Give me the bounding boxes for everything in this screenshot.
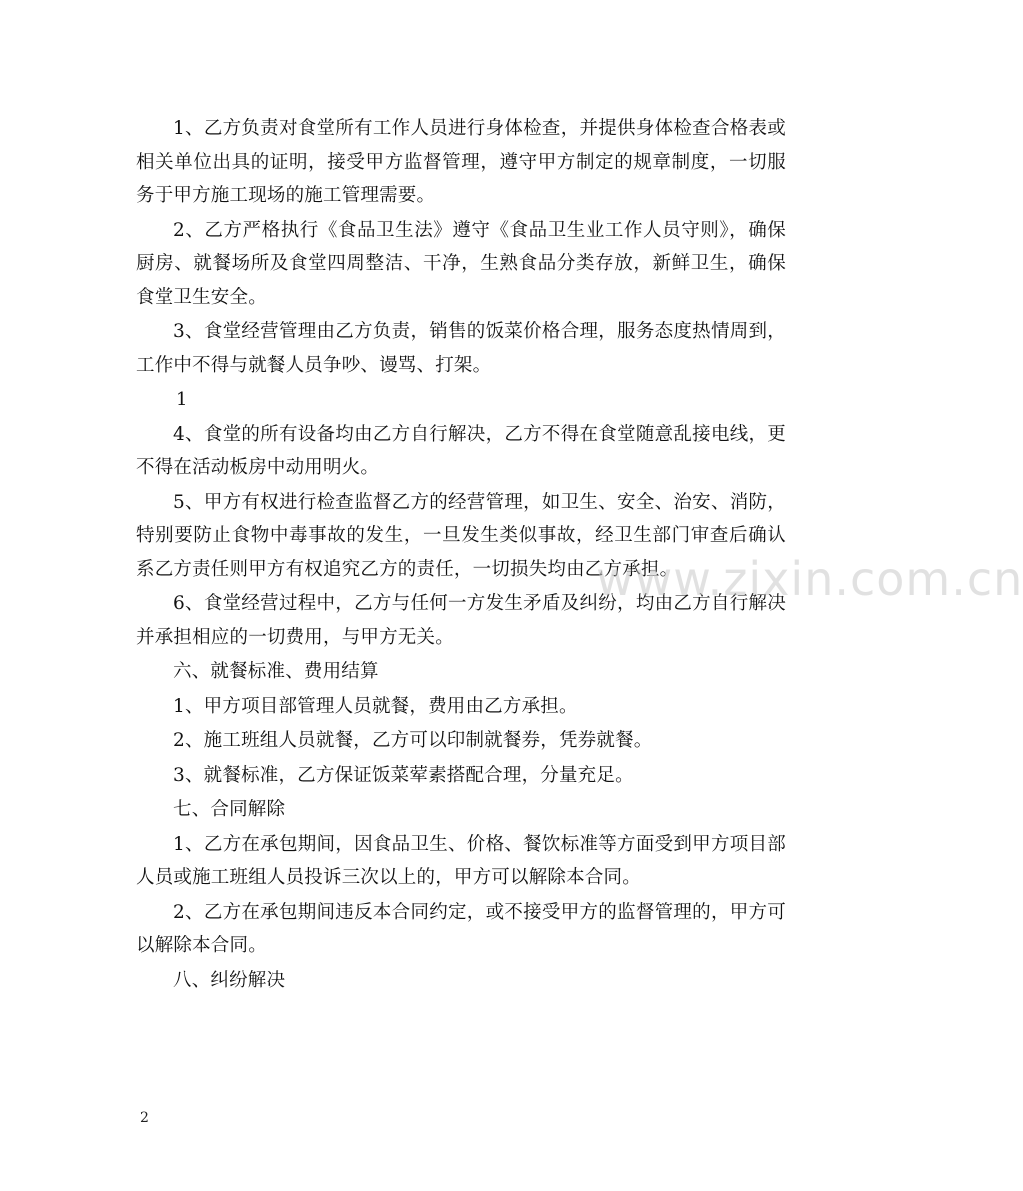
clause-paragraph: 6、食堂经营过程中，乙方与任何一方发生矛盾及纠纷，均由乙方自行解决并承担相应的一切费用，与甲方无关。 — [136, 593, 786, 648]
watermark: www.zixin.com.cn — [596, 552, 1023, 606]
section-heading: 六、就餐标准、费用结算 — [173, 661, 379, 682]
section-heading: 八、纠纷解决 — [173, 969, 286, 991]
clause-paragraph: 1、乙方负责对食堂所有工作人员进行身体检查，并提供身体检查合格表或相关单位出具的证明，接受甲方监督管理，遵守甲方制定的规章制度，一切服务于甲方施工现场的施工管理需要。 — [136, 118, 786, 206]
clause-paragraph: 2、乙方在承包期间违反本合同约定，或不接受甲方的监督管理的，甲方可以解除本合同。 — [136, 901, 786, 956]
clause-paragraph: 1、甲方项目部管理人员就餐，费用由乙方承担。 — [173, 695, 578, 717]
clause-paragraph: 1、乙方在承包期间，因食品卫生、价格、餐饮标准等方面受到甲方项目部人员或施工班组人员投诉三次以上的，甲方可以解除本合同。 — [136, 833, 786, 888]
clause-paragraph: 4、食堂的所有设备均由乙方自行解决，乙方不得在食堂随意乱接电线，更不得在活动板房中动用明火。 — [136, 423, 786, 478]
clause-paragraph: 2、乙方严格执行《食品卫生法》遵守《食品卫生业工作人员守则》，确保厨房、就餐场所及食堂四周整洁、干净，生熟食品分类存放，新鲜卫生，确保食堂卫生安全。 — [136, 219, 786, 308]
inline-page-number: 1 — [176, 389, 188, 410]
clause-paragraph: 3、就餐标准，乙方保证饭菜荤素搭配合理，分量充足。 — [173, 764, 634, 786]
clause-paragraph: 5、甲方有权进行检查监督乙方的经营管理，如卫生、安全、治安、消防，特别要防止食物中毒事故的发生，一旦发生类似事故，经卫生部门审查后确认系乙方责任则甲方有权追究乙方的责任，一切损失均由乙方承担。 — [136, 491, 786, 580]
section-heading: 七、合同解除 — [173, 799, 286, 820]
clause-paragraph: 2、施工班组人员就餐，乙方可以印制就餐券，凭券就餐。 — [173, 730, 653, 751]
page-number: 2 — [140, 1110, 149, 1126]
clause-paragraph: 3、食堂经营管理由乙方负责，销售的饭菜价格合理，服务态度热情周到，工作中不得与就餐人员争吵、谩骂、打架。 — [136, 321, 786, 376]
